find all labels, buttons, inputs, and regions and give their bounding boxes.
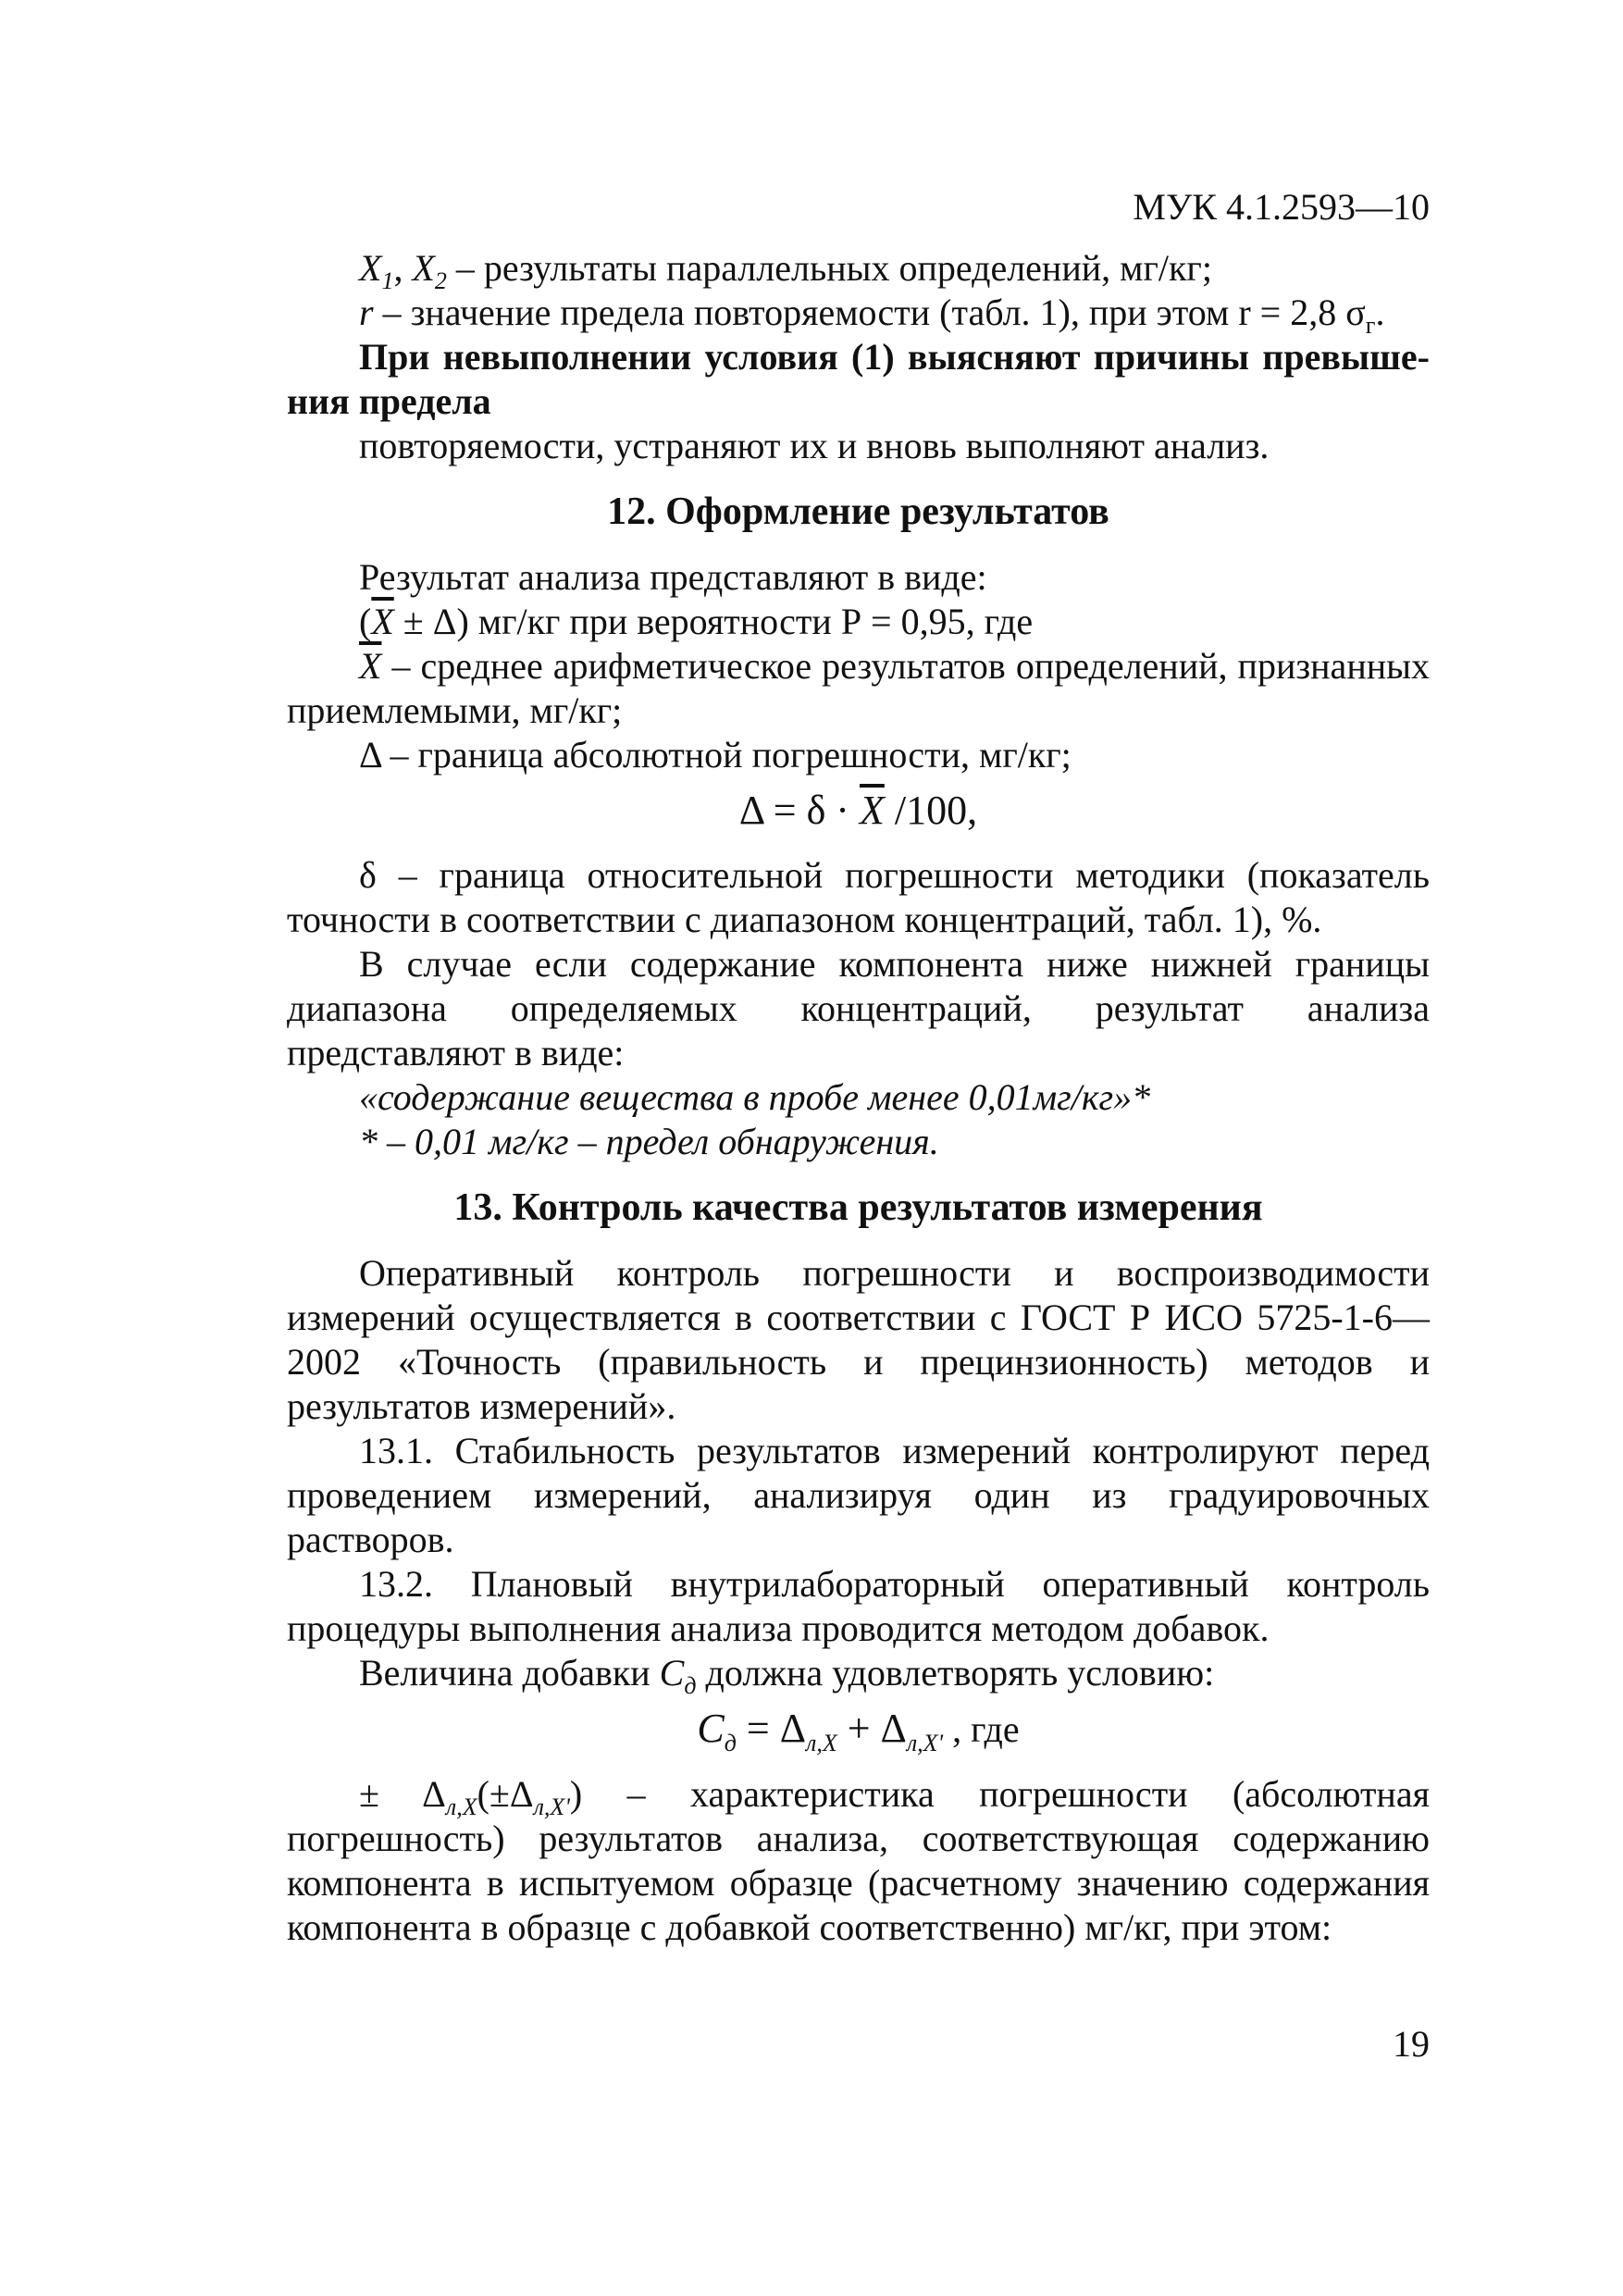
f2-tail: , где [943, 1708, 1020, 1750]
f2-sub2: л,X' [906, 1729, 944, 1756]
repeatability-sentence: повторяемости, устраняют их и вновь выполняют анализ. [359, 425, 1270, 466]
s12-p5: δ – граница относительной погрешности методики (показатель точности в соответствии с диапазоном концентраций, табл. 1), %. [287, 854, 1430, 940]
page-body [287, 185, 1430, 1950]
s13-p4-post: должна удовлетворять условию: [696, 1652, 1215, 1694]
s12-p7: «содержание вещества в пробе менее 0,01мг/кг»* [359, 1076, 1151, 1118]
document-code: МУК 4.1.2593—10 [1133, 186, 1430, 228]
cd-var: C [659, 1652, 685, 1694]
s12-p3 [287, 644, 1430, 733]
s13-p4 [287, 1651, 1430, 1699]
bold-condition-line: При невыполнении условия (1) выясняют причины превыше-ния предела [287, 336, 1430, 422]
x1-sub: 1 [381, 267, 394, 294]
cd-formula [287, 1706, 1430, 1756]
section-13-title: 13. Контроль качества результатов измерения [453, 1186, 1263, 1229]
x-definition: $X_1$, $X_2$ – результаты параллельных определений, мг/кг; [359, 247, 1212, 294]
f2-eq: = Δ [736, 1706, 806, 1751]
x-bar-3: $\overline{X}$ [859, 788, 885, 833]
f2-c: C [697, 1706, 725, 1751]
f2-plus: + Δ [836, 1706, 907, 1751]
p5-sub2: л,X' [533, 1793, 570, 1820]
s13-p3: 13.2. Плановый внутрилабораторный оперативный контроль процедуры выполнения анализа проводится методом добавок. [287, 1563, 1430, 1649]
s12-p4: Δ – граница абсолютной погрешности, мг/кг; [359, 734, 1072, 776]
delta-formula [287, 788, 1430, 833]
p5-pre: ± Δ [359, 1773, 446, 1815]
s12-p1: Результат анализа представляют в виде: [359, 556, 987, 598]
s12-p6: В случае если содержание компонента ниже нижней границы диапазона определяемых концентраций, результат анализа представляют в виде: [287, 943, 1430, 1074]
formula-left: Δ = δ · [738, 788, 860, 833]
p5-mid: (±Δ [477, 1773, 534, 1815]
x2-var: X [412, 247, 435, 289]
s12-p2-rest: ± Δ) мг/кг при вероятности Р = 0,95, где [393, 601, 1034, 642]
s12-p2 [287, 600, 1430, 644]
s12-p2-open: ( [359, 601, 372, 642]
p5-sub1: л,X [445, 1793, 477, 1820]
s13-p5 [287, 1772, 1430, 1950]
x1-var: X [359, 247, 382, 289]
r-def-sub: г [1365, 312, 1376, 339]
r-def-text: – значение предела повторяемости (табл. 1), при этом r = 2,8 σ [373, 292, 1366, 333]
r-var: r [359, 292, 374, 333]
x-bar-2: $\overline{X}$ [359, 645, 382, 687]
f2-sub1: л,X [805, 1729, 837, 1756]
s13-p1: Оперативный контроль погрешности и воспроизводимости измерений осуществляется в соответствии с ГОСТ Р ИСО 5725-1-6—2002 «Точность (правильность и прецинзионность) методов и результатов измерений». [287, 1252, 1430, 1427]
x-bar-1: $\overline{X}$ [371, 601, 394, 642]
section-12-title: 12. Оформление результатов [607, 490, 1109, 533]
s13-p2: 13.1. Стабильность результатов измерений контролируют перед проведением измерений, анализируя один из градуировочных растворов. [287, 1430, 1430, 1560]
x2-sub: 2 [434, 267, 447, 294]
cd-sub: д [684, 1672, 697, 1699]
s13-p4-pre: Величина добавки [359, 1652, 660, 1694]
formula-right: /100, [884, 788, 978, 833]
s12-p3-rest: – среднее арифметическое результатов определений, признанных приемлемыми, мг/кг; [287, 645, 1430, 731]
f2-csub: д [724, 1729, 737, 1756]
r-definition [287, 291, 1430, 339]
s12-p8: * – 0,01 мг/кг – предел обнаружения. [359, 1121, 939, 1162]
x-def-text: – результаты параллельных определений, мг/кг; [446, 247, 1212, 289]
p5-post: ) – характеристика погрешности (абсолютная погрешность) результатов анализа, соответствующая содержанию компонента в испытуемом образце (расчетному значению содержания компонента в образце с добавкой соответственно) мг/кг, при этом: [287, 1773, 1430, 1948]
r-def-end: . [1375, 292, 1385, 333]
page-number: 19 [1393, 2023, 1430, 2065]
